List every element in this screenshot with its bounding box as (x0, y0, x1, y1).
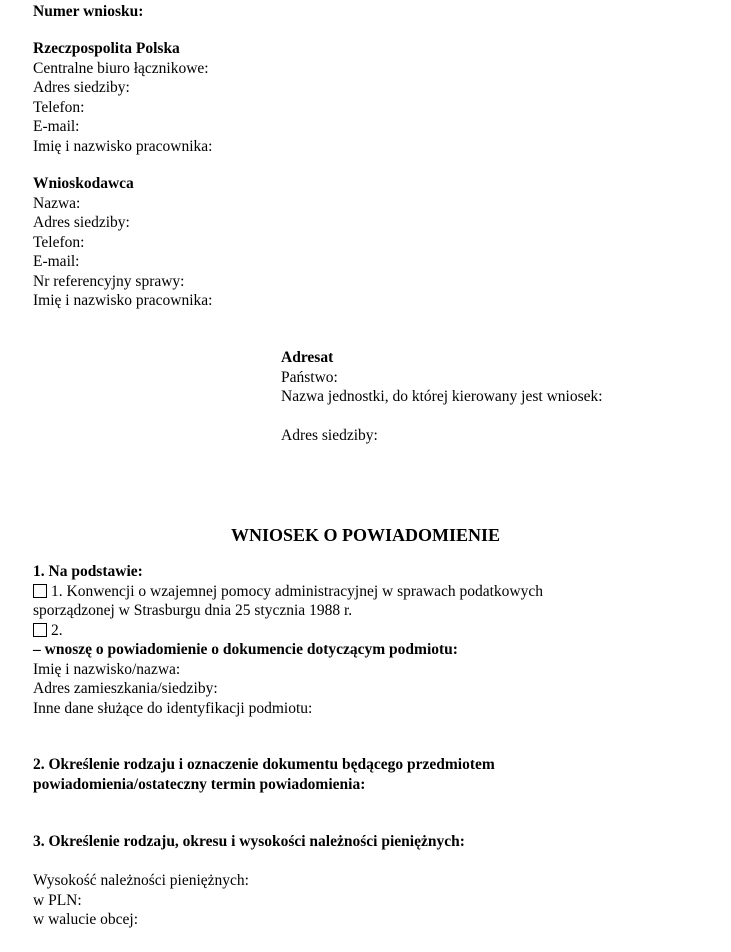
section-2 (33, 755, 495, 794)
section-3 (33, 832, 465, 930)
spacer (33, 852, 465, 872)
section-2-heading-line-1: 2. Określenie rodzaju i oznaczenie dokumentu będącego przedmiotem (33, 756, 495, 773)
addressee-country: Państwo: (281, 368, 338, 386)
checkbox-option-2[interactable] (33, 623, 47, 637)
addressee-heading: Adresat (281, 349, 334, 366)
applicant-field-phone: Telefon: (33, 233, 85, 251)
amount-foreign-field: w walucie obcej: (33, 911, 139, 928)
applicant-field-employee: Imię i nazwisko pracownika: (33, 292, 213, 309)
addressee-unit-name: Nazwa jednostki, do której kierowany jest wniosek: (281, 388, 603, 405)
applicant-field-email: E-mail: (33, 253, 80, 270)
subject-field-other: Inne dane służące do identyfikacji podmiotu: (33, 699, 313, 717)
option-1-label-continued: sporządzonej w Strasburgu dnia 25 stycznia 1988 r. (33, 602, 353, 619)
applicant-field-reference: Nr referencyjny sprawy: (33, 272, 185, 290)
addressee-section (281, 348, 603, 446)
option-1-label: 1. Konwencji o wzajemnej pomocy administracyjnej w sprawach podatkowych (51, 582, 543, 600)
amount-pln-field: w PLN: (33, 891, 82, 909)
poland-field-email: E-mail: (33, 118, 80, 135)
section-1 (33, 562, 543, 718)
poland-section (33, 39, 212, 156)
applicant-section (33, 174, 212, 311)
addressee-address: Adres siedziby: (281, 427, 378, 444)
amount-field: Wysokość należności pieniężnych: (33, 872, 249, 889)
subject-field-address: Adres zamieszkania/siedziby: (33, 680, 218, 697)
document-title: WNIOSEK O POWIADOMIENIE (230, 525, 501, 545)
option-2-label: 2. (51, 621, 63, 639)
applicant-field-address: Adres siedziby: (33, 214, 130, 231)
section-1-heading: 1. Na podstawie: (33, 563, 143, 580)
spacer (281, 407, 603, 427)
section-1-request: – wnoszę o powiadomienie o dokumencie dotyczącym podmiotu: (33, 641, 458, 658)
poland-heading: Rzeczpospolita Polska (33, 40, 180, 57)
checkbox-option-1[interactable] (33, 584, 47, 598)
section-2-heading-line-2: powiadomienia/ostateczny termin powiadomienia: (33, 775, 366, 793)
poland-field-phone: Telefon: (33, 98, 85, 116)
subject-field-name: Imię i nazwisko/nazwa: (33, 660, 181, 678)
applicant-field-name: Nazwa: (33, 194, 81, 212)
poland-field-employee: Imię i nazwisko pracownika: (33, 137, 213, 155)
poland-field-address: Adres siedziby: (33, 79, 130, 96)
poland-field-liaison-office: Centralne biuro łącznikowe: (33, 59, 209, 77)
applicant-heading: Wnioskodawca (33, 175, 134, 192)
section-3-heading: 3. Określenie rodzaju, okresu i wysokości należności pieniężnych: (33, 833, 465, 850)
section-1-option-2 (33, 621, 543, 641)
section-1-option-1 (33, 582, 543, 602)
application-number-label: Numer wniosku: (33, 3, 144, 20)
